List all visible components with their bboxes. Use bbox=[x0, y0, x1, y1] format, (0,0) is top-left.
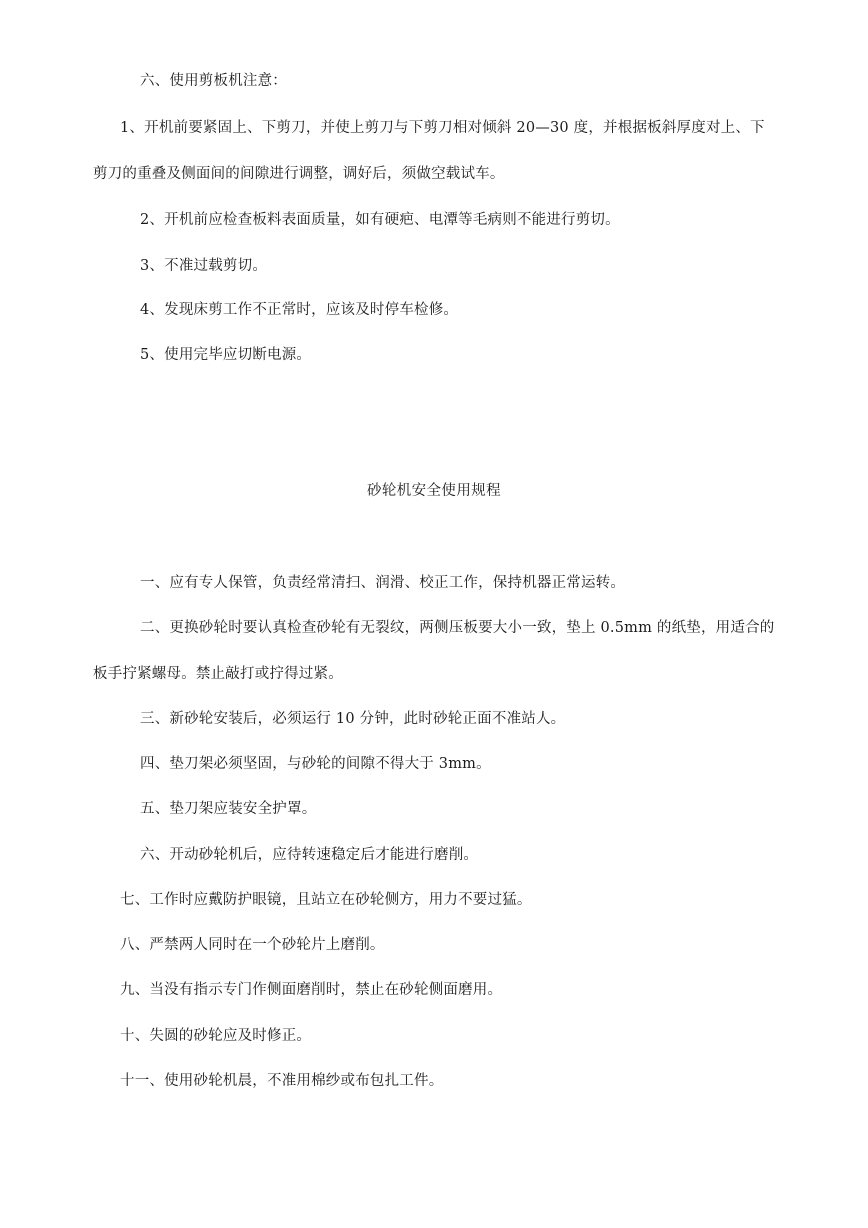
grinder-item-9: 九、当没有指示专门作侧面磨削时，禁止在砂轮侧面磨用。 bbox=[120, 982, 503, 998]
shear-item-3: 3、不准过载剪切。 bbox=[140, 258, 268, 274]
grinder-item-8: 八、严禁两人同时在一个砂轮片上磨削。 bbox=[120, 937, 385, 953]
grinder-item-1: 一、应有专人保管，负责经常清扫、润滑、校正工作，保持机器正常运转。 bbox=[140, 575, 626, 591]
shear-item-1-line-2: 剪刀的重叠及侧面间的间隙进行调整，调好后，须做空载试车。 bbox=[93, 166, 505, 182]
shear-item-2: 2、开机前应检查板料表面质量，如有硬疤、电潭等毛病则不能进行剪切。 bbox=[140, 212, 620, 228]
grinder-item-3: 三、新砂轮安装后，必须运行 10 分钟，此时砂轮正面不准站人。 bbox=[140, 711, 566, 727]
shear-item-4: 4、发现床剪工作不正常时，应该及时停车检修。 bbox=[140, 302, 459, 318]
grinder-item-7: 七、工作时应戴防护眼镜，且站立在砂轮侧方，用力不要过猛。 bbox=[120, 892, 532, 908]
grinder-item-2-line-1: 二、更换砂轮时要认真检查砂轮有无裂纹，两侧压板要大小一致，垫上 0.5mm 的纸垫，用适合的 bbox=[140, 620, 775, 636]
grinder-item-2-line-2: 板手拧紧螺母。禁止敲打或拧得过紧。 bbox=[93, 666, 343, 682]
shear-section-heading: 六、使用剪板机注意： bbox=[140, 73, 287, 89]
grinder-section-title: 砂轮机安全使用规程 bbox=[366, 483, 502, 499]
grinder-item-5: 五、垫刀架应装安全护罩。 bbox=[140, 801, 317, 817]
shear-item-5: 5、使用完毕应切断电源。 bbox=[140, 347, 312, 363]
grinder-item-10: 十、失圆的砂轮应及时修正。 bbox=[120, 1028, 312, 1044]
grinder-item-6: 六、开动砂轮机后，应待转速稳定后才能进行磨削。 bbox=[140, 847, 479, 863]
grinder-item-4: 四、垫刀架必须坚固，与砂轮的间隙不得大于 3mm。 bbox=[140, 756, 491, 772]
shear-item-1-line-1: 1、开机前要紧固上、下剪刀，并使上剪刀与下剪刀相对倾斜 20—30 度，并根据板斜厚度对上、下 bbox=[120, 120, 765, 136]
grinder-item-11: 十一、使用砂轮机晨，不准用棉纱或布包扎工件。 bbox=[120, 1073, 444, 1089]
